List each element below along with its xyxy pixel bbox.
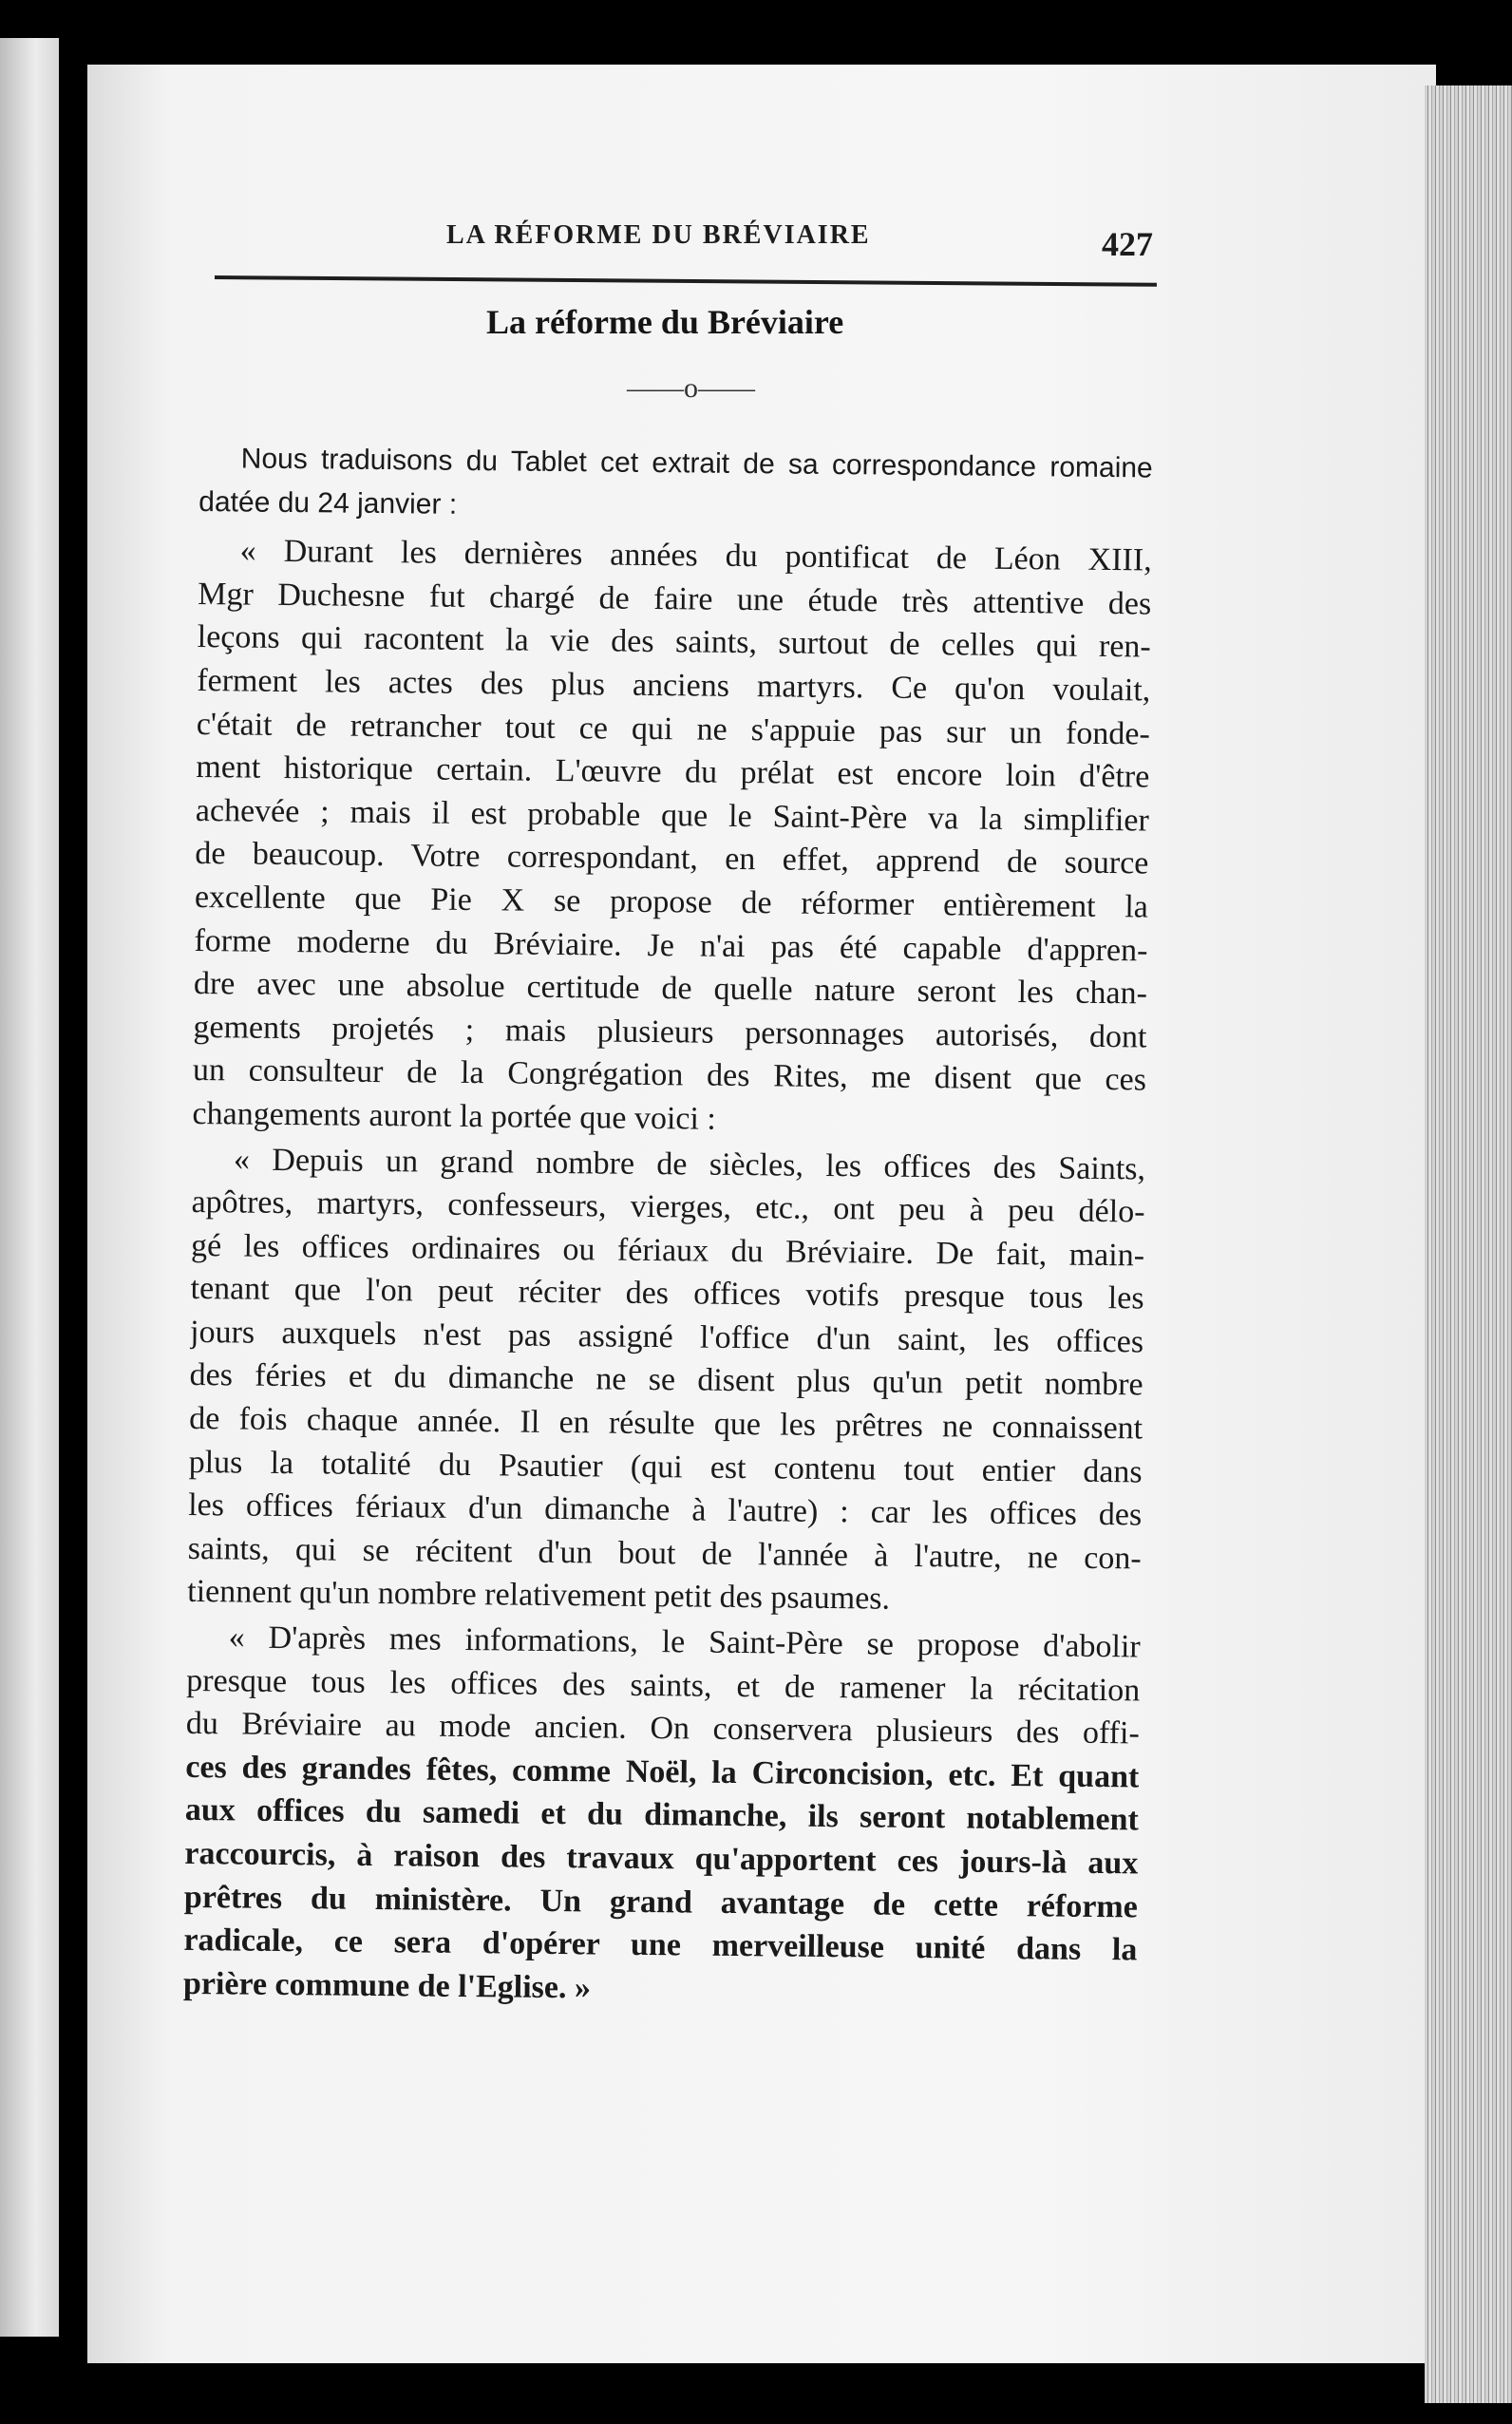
text-line: dre avec une absolue certitude de quelle nature seront les chan-	[193, 966, 1148, 1012]
text-line: plus la totalité du Psautier (qui est contenu tout entier dans	[188, 1444, 1143, 1490]
text-line: forme moderne du Bréviaire. Je n'ai pas été capable d'appren-	[194, 922, 1148, 969]
text-line: Nous traduisons du Tablet cet extrait de sa correspondance romaine	[240, 443, 1153, 484]
text-line: jours auxquels n'est pas assigné l'office d'un saint, les offices	[189, 1314, 1144, 1360]
text-line: « Durant les dernières années du pontificat de Léon XIII,	[239, 533, 1152, 578]
text-line: changements auront la portée que voici :	[192, 1095, 717, 1137]
text-line: tenant que l'on peut réciter des offices votifs presque tous les	[190, 1271, 1144, 1316]
text-line: « Depuis un grand nombre de siècles, les offices des Saints,	[233, 1141, 1146, 1186]
text-line: datée du 24 janvier :	[198, 485, 458, 521]
text-line: gé les offices ordinaires ou fériaux du Bréviaire. De fait, main-	[190, 1227, 1145, 1274]
article-body	[183, 437, 1153, 2016]
text-line: ment historique certain. L'œuvre du prélat est encore loin d'être	[196, 749, 1150, 795]
text-line: apôtres, martyrs, confesseurs, vierges, etc., ont peu à peu délo-	[191, 1184, 1145, 1230]
text-line: « D'après mes informations, le Saint-Père se propose d'abolir	[228, 1619, 1141, 1665]
text-line: ferment les actes des plus anciens martyrs. Ce qu'on voulait,	[197, 662, 1151, 709]
article-title: La réforme du Bréviaire	[486, 303, 844, 341]
text-line: radicale, ce sera d'opérer une merveilleuse unité dans la	[183, 1922, 1138, 1968]
paragraph-2	[187, 1137, 1145, 1623]
text-line: tiennent qu'un nombre relativement petit des psaumes.	[187, 1574, 891, 1618]
text-line: presque tous les offices des saints, et de ramener la récitation	[186, 1662, 1141, 1709]
title-separator: ——o——	[627, 372, 755, 404]
text-line: les offices fériaux d'un dimanche à l'autre) : car les offices des	[188, 1487, 1143, 1533]
left-page-edge	[0, 38, 59, 2337]
text-line: de beaucoup. Votre correspondant, en effet, apprend de source	[195, 836, 1149, 881]
text-line: prêtres du ministère. Un grand avantage de cette réforme	[183, 1879, 1139, 1925]
stacked-page-edges	[1425, 85, 1512, 2403]
text-line: leçons qui racontent la vie des saints, surtout de celles qui ren-	[197, 619, 1151, 665]
text-line: du Bréviaire au mode ancien. On conservera plusieurs des offi-	[185, 1706, 1140, 1752]
paragraph-1	[192, 529, 1152, 1146]
text-line: c'était de retrancher tout ce qui ne s'appuie pas sur un fonde-	[196, 706, 1150, 752]
paragraph-3	[183, 1616, 1141, 2016]
text-line: de fois chaque année. Il en résulte que les prêtres ne connaissent	[188, 1401, 1143, 1447]
text-line: des féries et du dimanche ne se disent plus qu'un petit nombre	[189, 1357, 1143, 1403]
text-line: raccourcis, à raison des travaux qu'apportent ces jours-là aux	[184, 1835, 1139, 1882]
running-header: LA RÉFORME DU BRÉVIAIRE	[446, 220, 871, 250]
intro-paragraph	[198, 437, 1153, 534]
text-line: achevée ; mais il est probable que le Saint-Père va la simplifier	[195, 792, 1150, 839]
text-line: aux offices du samedi et du dimanche, ils seront notablement	[184, 1792, 1139, 1838]
text-line: Mgr Duchesne fut chargé de faire une étude très attentive des	[198, 576, 1152, 622]
text-line: un consulteur de la Congrégation des Rites, me disent que ces	[192, 1052, 1147, 1098]
text-line: ces des grandes fêtes, comme Noël, la Circoncision, etc. Et quant	[185, 1749, 1140, 1795]
text-line: excellente que Pie X se propose de réformer entièrement la	[194, 879, 1149, 925]
text-line: prière commune de l'Eglise. »	[182, 1965, 592, 2006]
page-number: 427	[1102, 225, 1153, 263]
text-line: saints, qui se récitent d'un bout de l'année à l'autre, ne con-	[187, 1530, 1142, 1577]
text-line: gements projetés ; mais plusieurs personnages autorisés, dont	[193, 1009, 1147, 1055]
